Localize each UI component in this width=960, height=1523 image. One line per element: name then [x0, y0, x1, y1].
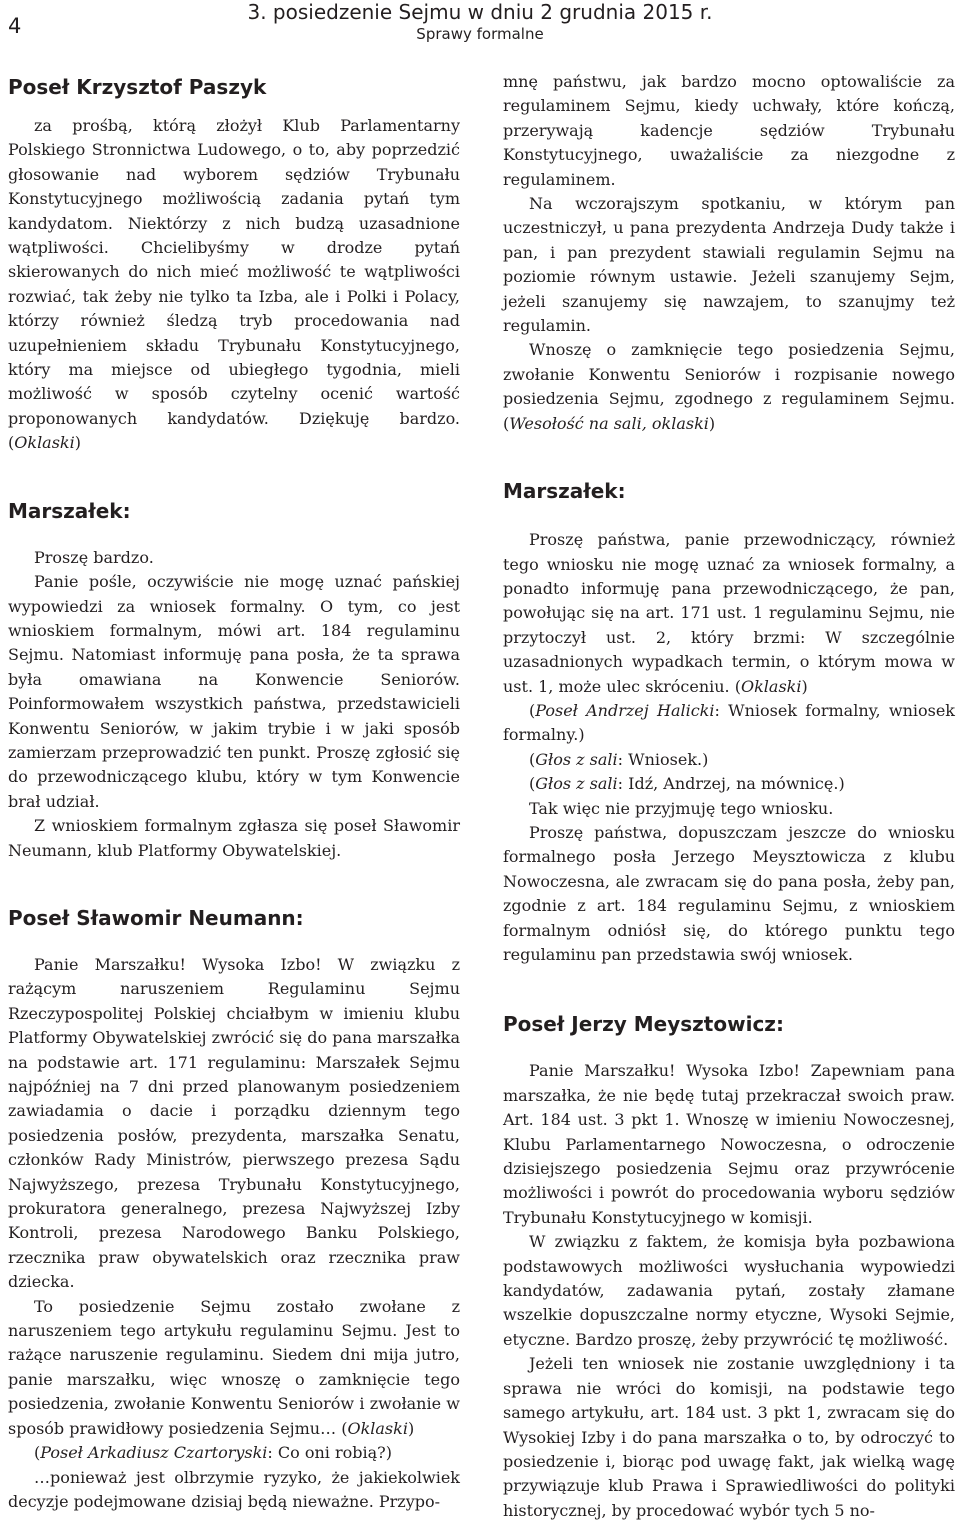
interjection-text: : Wniosek formalny, wniosek formalny.) — [503, 700, 955, 745]
paren-open: ( — [529, 774, 536, 794]
speaker-heading: Marszałek: — [8, 498, 131, 523]
interjection-speaker: Poseł Andrzej Halicki — [535, 700, 715, 720]
paragraph: Na wczorajszym spotkaniu, w którym pan uczestniczył, u pana prezydenta Andrzeja Dudy także i pan, i pan prezydent stawiali regulamin Sejmu na poziomie równym ustawie. Jeżeli szanujemy Sejm, jeżeli szanujemy się nawzajem, to szanujmy też regulamin. — [503, 194, 955, 336]
paragraph — [503, 528, 955, 699]
paragraph: Z wnioskiem formalnym zgłasza się poseł Sławomir Neumann, klub Platformy Obywatelskiej. — [8, 816, 460, 860]
page-number: 4 — [8, 14, 22, 38]
interjection-speaker: Głos z sali — [535, 749, 618, 769]
speaker-heading: Poseł Jerzy Meysztowicz: — [503, 1012, 784, 1037]
speaker-heading: Poseł Sławomir Neumann: — [8, 905, 304, 930]
paragraph: Tak więc nie przyjmuję tego wniosku. — [529, 798, 834, 818]
interjection-speaker: Głos z sali — [535, 774, 618, 794]
paragraph: Jeżeli ten wniosek nie zostanie uwzględniony i ta sprawa nie wróci do komisji, na podstawie tego samego artykułu, art. 184 ust. 3 pkt 1, zwracam się do Wysokiej Izby i do pana marszałka o to, by odroczyć to posiedzenie i, biorąc pod uwagę fakt, jak wielką wagę przywiązuje klub Prawa i Sprawiedliwości do polityki historycznej, by procedować wybór tych 5 no- — [503, 1354, 955, 1520]
paragraph: …ponieważ jest olbrzymie ryzyko, że jakiekolwiek decyzje podejmowane dzisiaj będą nieważne. Przypo- — [8, 1467, 460, 1511]
stage-direction: (Oklaski) — [341, 1418, 415, 1438]
paragraph — [503, 338, 955, 436]
paragraph: mnę państwu, jak bardzo mocno optowaliście za regulaminem Sejmu, kiedy uchwały, które kończą, przerywają kadencje sędziów Trybunału Konstytucyjnego, uważaliście za niezgodne z regulaminem. — [503, 72, 955, 189]
speaker-heading: Marszałek: — [503, 479, 626, 504]
paragraph: Proszę państwa, dopuszczam jeszcze do wniosku formalnego posła Jerzego Meysztowicza z klubu Nowoczesna, ale zwracam się do pana posła, żeby pan, zgodnie z art. 184 regulaminu Sejmu, z wnioskiem formalnym odniósł się, do którego punktu tego regulaminu pan przedstawia swój wniosek. — [503, 822, 955, 964]
stage-direction: (Wesołość na sali, oklaski) — [503, 413, 716, 433]
paragraph: Panie Marszałku! Wysoka Izbo! Zapewniam pana marszałka, że nie będę tutaj przekraczał swoich praw. Art. 184 ust. 3 pkt 1. Wnoszę w imieniu Nowoczesnej, Klubu Parlamentarnego Nowoczesna, o odroczenie dzisiejszego posiedzenia Sejmu oraz przywrócenie możliwości i powrót do procedowania wyboru sędziów Trybunału Konstytucyjnego w komisji. — [503, 1061, 955, 1227]
running-header-title: 3. posiedzenie Sejmu w dniu 2 grudnia 2015 r. — [247, 0, 713, 24]
interjection-text: : Co oni robią?) — [267, 1443, 392, 1463]
paragraph: W związku z faktem, że komisja była pozbawiona podstawowych możliwości wysłuchania wypowiedzi kandydatów, zadawania pytań, zostały złamane wszelkie dopuszczalne normy etyczne, Wysoki Sejmie, etyczne. Bardzo proszę, żeby przywrócić tę możliwość. — [503, 1232, 955, 1349]
paragraph-text: To posiedzenie Sejmu zostało zwołane z naruszeniem tego artykułu regulaminu Sejmu. Jest to rażące naruszenie regulaminu. Siedem dni mija jutro, panie marszałku, więc wnoszę o zamknięcie tego posiedzenia, zwołanie Konwentu Seniorów i zwołanie w sposób prawidłowy posiedzenia Sejmu… — [8, 1296, 460, 1438]
interjection-text: : Wniosek.) — [617, 749, 709, 769]
stage-direction: (Oklaski) — [734, 676, 808, 696]
paren-open: ( — [34, 1443, 41, 1463]
running-header-section: Sprawy formalne — [416, 25, 544, 43]
paragraph: Panie Marszałku! Wysoka Izbo! W związku z rażącym naruszeniem Regulaminu Sejmu Rzeczypospolitej Polskiej chciałbym w imieniu klubu Platformy Obywatelskiej zwrócić się do pana marszałka na podstawie art. 171 regulaminu: Marszałek Sejmu najpóźniej na 7 dni przed planowanym posiedzeniem zawiadamia o dacie i porządku dziennym tego posiedzenia posłów, prezydenta, marszałka Senatu, członków Rady Ministrów, pierwszego prezesa Sądu Najwyższego, prezesa Trybunału Konstytucyjnego, prokuratora generalnego, prezesa Najwyższej Izby Kontroli, prezesa Narodowego Banku Polskiego, rzecznika praw obywatelskich oraz rzecznika praw dziecka. — [8, 954, 460, 1292]
paren-open: ( — [529, 749, 536, 769]
stage-direction: (Oklaski) — [8, 433, 81, 453]
left-column — [8, 70, 460, 1514]
right-column — [503, 70, 955, 1523]
speaker-heading: Poseł Krzysztof Paszyk — [8, 75, 267, 99]
paragraph: Proszę bardzo. — [34, 547, 154, 567]
interjection — [503, 699, 955, 748]
paren-open: ( — [529, 700, 536, 720]
interjection — [503, 748, 955, 772]
paragraph-text: Wnoszę o zamknięcie tego posiedzenia Sejmu, zwołanie Konwentu Seniorów i rozpisanie nowego posiedzenia Sejmu, zgodnego z regulaminem Sejmu. — [503, 340, 955, 409]
interjection-text: : Idź, Andrzej, na mównicę.) — [617, 774, 845, 794]
paragraph-text: za prośbą, którą złożył Klub Parlamentarny Polskiego Stronnictwa Ludowego, o to, aby poprzedzić głosowanie nad wyborem sędziów Trybunału Konstytucyjnego możliwością zadania pytań tym kandydatom. Niektórzy z nich budzą uzasadnione wątpliwości. Chcielibyśmy w drodze pytań skierowanych do nich mieć możliwość te wątpliwości rozwiać, tak żeby nie tylko ta Izba, ale i Polki i Polacy, którzy również śledzą tryb procedowania nad uzupełnieniem składu Trybunału Konstytucyjnego, który ma miejsce od ubiegłego tygodnia, mieli możliwość w sposób czytelny ocenić wartość proponowanych kandydatów. Dziękuję bardzo. — [8, 116, 460, 428]
interjection — [8, 1441, 460, 1465]
paragraph: Panie pośle, oczywiście nie mogę uznać pańskiej wypowiedzi za wniosek formalny. O tym, co jest wnioskiem formalnym, mówi art. 184 regulaminu Sejmu. Natomiast informuję pana posła, że ta sprawa była omawiana na Konwencie Seniorów. Poinformowałem wszystkich państwa, przedstawicieli Konwentu Seniorów, w jakim trybie i w jaki sposób zamierzam przeprowadzić ten punkt. Proszę zgłosić się do przewodniczącego klubu, który w tym Konwencie brał udział. — [8, 572, 460, 811]
paragraph — [8, 114, 460, 456]
interjection-speaker: Poseł Arkadiusz Czartoryski — [40, 1443, 268, 1463]
paragraph-text: Proszę państwa, panie przewodniczący, również tego wniosku nie mogę uznać za wniosek formalny, a ponadto informuję pana przewodniczącego, że pan, powołując się na art. 171 ust. 1 regulaminu Sejmu, nie przytoczył ust. 2, który brzmi: W szczególnie uzasadnionych wypadkach termin, o którym mowa w ust. 1, może ulec skróceniu. — [503, 530, 955, 696]
interjection — [503, 772, 955, 796]
paragraph — [8, 1295, 460, 1441]
